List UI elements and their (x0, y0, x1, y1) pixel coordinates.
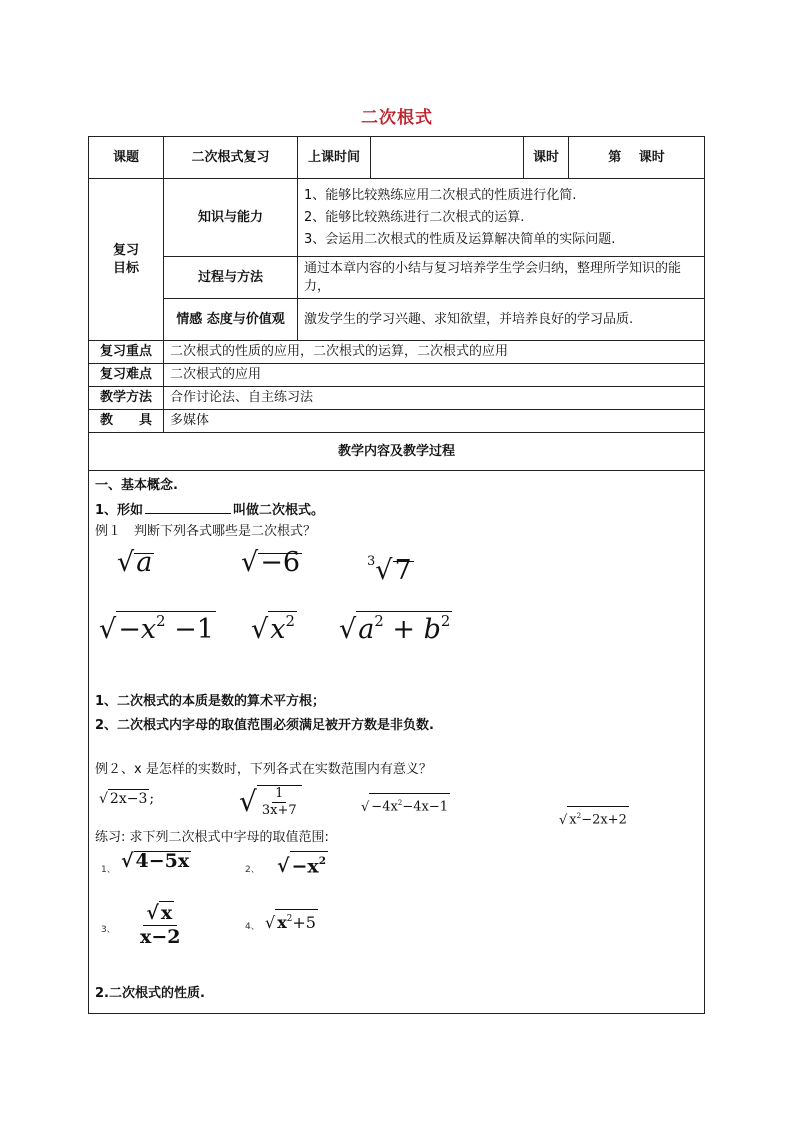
radical-icon: √ (117, 547, 135, 578)
ex1-expr-sqrt-a2-plus-b2 (339, 611, 452, 645)
attitude-label: 情感 态度与价值观 (164, 299, 298, 341)
radical-icon: √ (99, 613, 117, 645)
info-row (89, 364, 705, 387)
practice-num-1: 1、 (101, 865, 116, 875)
radical-icon: √ (121, 850, 134, 872)
heading-properties: 2.二次根式的性质. (95, 986, 205, 1001)
practice-expr-p2-exp: 2 (318, 855, 327, 867)
ex1-expr-b3-b: b (423, 613, 441, 645)
info-value: 合作讨论法、自主练习法 (164, 387, 705, 410)
radical-icon: √ (265, 913, 276, 933)
time-value (371, 137, 524, 179)
practice-expr-p4-exp: 2 (286, 914, 293, 924)
ex2-expr-3 (361, 793, 450, 817)
info-row (89, 410, 705, 433)
ex1-expr-b2: x (270, 613, 286, 645)
objective-attitude-row (89, 299, 705, 341)
radical-icon: √ (241, 547, 259, 578)
radical-icon: √ (361, 799, 370, 815)
radical-icon: √ (277, 855, 290, 878)
ex1-expr-sqrt-neg6 (241, 547, 302, 578)
section-header: 教学内容及教学过程 (89, 433, 705, 471)
practice-expr-p4-b: +5 (292, 913, 316, 933)
practice-num-2: 2、 (245, 865, 260, 875)
radical-icon: √ (239, 784, 257, 818)
process-label: 过程与方法 (164, 257, 298, 299)
ex2-expr-e4-exp: 2 (576, 811, 582, 820)
section-header-row (89, 433, 705, 471)
info-row (89, 341, 705, 364)
ex2-expr-4 (559, 806, 629, 830)
ex2-expr-e2-den: 3x+7 (261, 802, 297, 818)
definition-line (95, 501, 324, 520)
period-value: 第 课时 (569, 137, 705, 179)
info-value: 多媒体 (164, 410, 705, 433)
ex1-expr-b1-exp: 2 (156, 612, 166, 630)
radical-icon: √ (339, 613, 357, 645)
objectives-label-line1: 复习 (112, 242, 139, 258)
page-title: 二次根式 (361, 108, 433, 128)
radical-icon: √ (146, 902, 159, 924)
ex1-expr-b3-b-exp: 2 (440, 612, 451, 630)
content-cell (89, 471, 705, 1014)
note-1: 1、二次根式的本质是数的算术平方根； (95, 694, 326, 709)
practice-expr-p1: 4−5x (135, 850, 190, 872)
ex2-expr-e4-b: −2x+2 (581, 812, 627, 828)
knowledge-item: 2、能够比较熟练进行二次根式的运算. (304, 209, 525, 225)
topic-label: 课题 (89, 137, 164, 179)
info-label: 教学方法 (89, 387, 164, 410)
practice-expr-4 (265, 909, 318, 932)
ex1-expr-b3-a-exp: 2 (374, 612, 384, 630)
practice-expr-p3-den: x−2 (140, 925, 181, 948)
heading-basic-concepts: 一、基本概念. (95, 478, 178, 493)
attitude-text: 激发学生的学习兴趣、求知欲望，并培养良好的学习品质. (298, 299, 705, 341)
objective-process-row (89, 257, 705, 299)
radical-icon: √ (559, 812, 568, 828)
process-text: 通过本章内容的小结与复习培养学生学会归纳，整理所学知识的能力， (298, 257, 705, 299)
practice-num-3: 3、 (101, 925, 116, 935)
ex2-expr-e3-a: −4x (371, 799, 398, 815)
radical-icon: √ (251, 613, 269, 645)
ex2-expr-e1-tail: ; (149, 791, 155, 807)
info-label: 复习难点 (89, 364, 164, 387)
practice-expr-3 (137, 901, 183, 949)
radical-icon: √ (375, 555, 393, 586)
content-row (89, 471, 705, 1014)
ex1-expr-b2-exp: 2 (285, 612, 295, 630)
example2-prompt: 例２、x 是怎样的实数时，下列各式在实数范围内有意义？ (95, 762, 432, 777)
ex1-expr-b3-a: a (358, 613, 375, 645)
definition-prefix: 1、形如 (95, 503, 144, 518)
ex1-expr-b1: −x (118, 613, 157, 645)
definition-blank (145, 501, 231, 514)
ex2-expr-e4-a: x (569, 812, 577, 828)
objectives-label (89, 179, 164, 341)
ex1-expr-a3: 7 (394, 555, 412, 586)
ex1-expr-b3-plus: + (383, 613, 424, 645)
ex2-expr-1 (99, 789, 154, 808)
practice-expr-2 (277, 851, 328, 878)
ex1-expr-sqrt-a (117, 547, 154, 578)
ex2-expr-e1: 2x−3 (109, 791, 148, 807)
ex1-expr-sqrt-neg-x2-minus1 (99, 611, 216, 645)
knowledge-items (298, 179, 705, 257)
ex2-expr-e3-exp: 2 (397, 798, 403, 807)
ex2-expr-e3-b: −4x−1 (402, 799, 449, 815)
definition-suffix: 叫做二次根式。 (233, 503, 325, 518)
ex2-expr-e2-num: 1 (272, 786, 286, 803)
practice-expr-p2: −x (291, 855, 319, 878)
topic-value: 二次根式复习 (164, 137, 298, 179)
knowledge-item: 3、会运用二次根式的性质及运算解决简单的实际问题. (304, 231, 616, 247)
ex1-expr-sqrt-x2 (251, 611, 297, 645)
ex1-expr-a3-index: 3 (367, 554, 376, 569)
time-label: 上课时间 (298, 137, 371, 179)
info-value: 二次根式的性质的应用，二次根式的运算，二次根式的应用 (164, 341, 705, 364)
ex2-expr-2 (239, 785, 302, 818)
practice-expr-1 (121, 851, 191, 870)
objective-knowledge-row (89, 179, 705, 257)
header-row (89, 137, 705, 179)
ex1-expr-a1: a (136, 547, 153, 578)
period-label: 课时 (524, 137, 569, 179)
practice-expr-p4-a: x (277, 913, 287, 933)
ex1-expr-b1-tail: −1 (165, 613, 214, 645)
note-2: 2、二次根式内字母的取值范围必须满足被开方数是非负数. (95, 718, 434, 733)
radical-icon: √ (99, 791, 108, 807)
objectives-label-line2: 目标 (112, 260, 139, 276)
knowledge-item: 1、能够比较熟练应用二次根式的性质进行化简. (304, 187, 577, 203)
practice-prompt: 练习: 求下列二次根式中字母的取值范围: (95, 830, 329, 845)
lesson-plan-table (88, 136, 705, 1014)
ex1-expr-cuberoot-7 (367, 553, 414, 586)
info-row (89, 387, 705, 410)
info-label: 教 具 (89, 410, 164, 433)
ex1-expr-a2: −6 (260, 547, 301, 578)
practice-num-4: 4、 (245, 922, 260, 932)
info-label: 复习重点 (89, 341, 164, 364)
knowledge-label: 知识与能力 (164, 179, 298, 257)
example1-prompt: 例１ 判断下列各式哪些是二次根式？ (95, 524, 317, 539)
practice-expr-p3-num: x (160, 902, 173, 924)
info-value: 二次根式的应用 (164, 364, 705, 387)
